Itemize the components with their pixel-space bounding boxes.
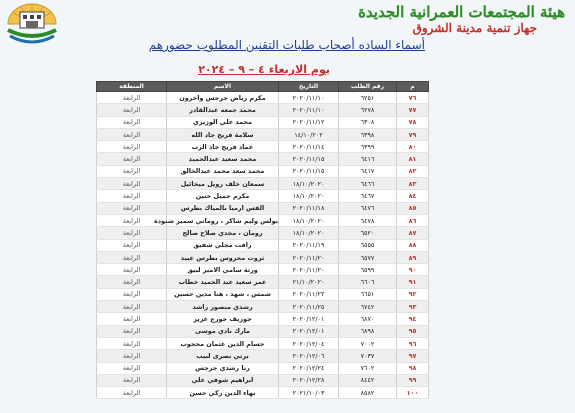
region: الرابعة <box>97 313 167 325</box>
region: الرابعة <box>97 276 167 288</box>
request-date: ٢٠٢٠/١١/٢٠ <box>279 264 339 276</box>
table-body <box>97 92 429 399</box>
request-date: ٢٠٢٠/١١/٢٠ <box>279 251 339 263</box>
row-number: ٩٤ <box>397 313 429 325</box>
row-number: ٧٧ <box>397 104 429 116</box>
region: الرابعة <box>97 141 167 153</box>
request-number: ٦٤٦٧ <box>339 190 397 202</box>
table-row <box>97 128 429 140</box>
request-number: ٦٤٦٦ <box>339 178 397 190</box>
request-date: ٢٠٢٠/١١/١٤ <box>279 141 339 153</box>
authority-logo-icon <box>6 2 58 48</box>
region: الرابعة <box>97 153 167 165</box>
applicants-table <box>96 81 429 399</box>
attendance-day: يوم الاربعاء ٤ – ٩ – ٢٠٢٤ <box>198 63 330 76</box>
column-header-request: رقم الطلب <box>339 82 397 92</box>
region: الرابعة <box>97 325 167 337</box>
request-number: ٦٤٧٨ <box>339 214 397 226</box>
table-row <box>97 153 429 165</box>
row-number: ٧٨ <box>397 116 429 128</box>
region: الرابعة <box>97 362 167 374</box>
request-date: ٢٠٢٠/١٢/٠٦ <box>279 350 339 362</box>
column-header-region: المنطقة <box>97 82 167 92</box>
table-row <box>97 227 429 239</box>
agency-name: جهاز تنمية مدينة الشروق <box>412 21 537 35</box>
applicant-name: القس ارميا بالمياك بطرس <box>167 202 279 214</box>
request-number: ٦٢٧٨ <box>339 104 397 116</box>
row-number: ٨٢ <box>397 165 429 177</box>
request-number: ٦٢٥١ <box>339 92 397 104</box>
applicant-name: مارك نادي موسى <box>167 325 279 337</box>
request-number: ٨٥٨٢ <box>339 387 397 399</box>
request-date: ٢٠٢٠/١٢/٢٨ <box>279 374 339 386</box>
region: الرابعة <box>97 214 167 226</box>
applicant-name: سلامة فريج جاد الله <box>167 128 279 140</box>
row-number: ٩٦ <box>397 337 429 349</box>
region: الرابعة <box>97 227 167 239</box>
region: الرابعة <box>97 337 167 349</box>
region: الرابعة <box>97 92 167 104</box>
table-row <box>97 202 429 214</box>
request-date: ١٨/١٠/٢٠٢٠ <box>279 227 339 239</box>
region: الرابعة <box>97 301 167 313</box>
request-number: ٦٣٠٨ <box>339 116 397 128</box>
request-date: ٢٠٢٠/١١/١٥ <box>279 153 339 165</box>
row-number: ٩١ <box>397 276 429 288</box>
request-number: ٦٥٧٧ <box>339 251 397 263</box>
row-number: ٨٨ <box>397 239 429 251</box>
table-row <box>97 288 429 300</box>
request-number: ٦٥٩٩ <box>339 264 397 276</box>
table-row <box>97 190 429 202</box>
region: الرابعة <box>97 374 167 386</box>
row-number: ٨٠ <box>397 141 429 153</box>
request-date: ٢٠٢٠/١٢/٠١ <box>279 325 339 337</box>
table-row <box>97 239 429 251</box>
region: الرابعة <box>97 128 167 140</box>
request-number: ٦٥٥٥ <box>339 239 397 251</box>
table-row <box>97 313 429 325</box>
request-date: ١٨/١٠/٢٠٢٠ <box>279 178 339 190</box>
request-number: ٦٦٥١ <box>339 288 397 300</box>
request-date: ٢٠٢٠/١١/١٨ <box>279 202 339 214</box>
region: الرابعة <box>97 116 167 128</box>
applicant-name: بهاء الدين زكي حسن <box>167 387 279 399</box>
table-row <box>97 116 429 128</box>
column-header-date: التاريخ <box>279 82 339 92</box>
request-date: ٢٠٢٠/١١/١٢ <box>279 116 339 128</box>
table-row <box>97 104 429 116</box>
applicant-name: محمد جمعه عبدالقادر <box>167 104 279 116</box>
applicant-name: مكرم جميل حنين <box>167 190 279 202</box>
request-number: ٧٦٠٢ <box>339 362 397 374</box>
row-number: ٨٣ <box>397 178 429 190</box>
table-row <box>97 141 429 153</box>
document-title: أسماء الساده أصحاب طلبات التقنين المطلوب حضورهم <box>148 38 425 52</box>
region: الرابعة <box>97 239 167 251</box>
row-number: ٧٩ <box>397 128 429 140</box>
table-row <box>97 337 429 349</box>
request-date: ٢٠٢٠/١٢/٠٤ <box>279 337 339 349</box>
request-number: ٦٣٩٩ <box>339 141 397 153</box>
applicants-table-container <box>96 81 428 399</box>
applicant-name: عمر سعيد عبد الحميد خطاب <box>167 276 279 288</box>
column-header-number: م <box>397 82 429 92</box>
request-date: ١٨/١٠/٢٠٢٠ <box>279 214 339 226</box>
request-number: ٦٦٠٦ <box>339 276 397 288</box>
request-date: ٢٠٢٠/١١/١٠ <box>279 104 339 116</box>
applicant-name: برتي نصرى لبيب <box>167 350 279 362</box>
table-row <box>97 251 429 263</box>
request-date: ٢٠٢٠/١١/١٩ <box>279 239 339 251</box>
region: الرابعة <box>97 350 167 362</box>
row-number: ١٠٠ <box>397 387 429 399</box>
table-row <box>97 264 429 276</box>
region: الرابعة <box>97 288 167 300</box>
region: الرابعة <box>97 202 167 214</box>
region: الرابعة <box>97 178 167 190</box>
request-number: ٦٤٧٦ <box>339 202 397 214</box>
applicant-name: رشدي منصور راشد <box>167 301 279 313</box>
row-number: ٩٧ <box>397 350 429 362</box>
column-header-name: الاسم <box>167 82 279 92</box>
region: الرابعة <box>97 165 167 177</box>
row-number: ٩٢ <box>397 288 429 300</box>
row-number: ٨٤ <box>397 190 429 202</box>
organization-name: هيئة المجتمعات العمرانية الجديدة <box>358 3 565 21</box>
request-number: ٦٤١٦ <box>339 153 397 165</box>
row-number: ٩٠ <box>397 264 429 276</box>
table-row <box>97 325 429 337</box>
region: الرابعة <box>97 104 167 116</box>
request-date: ٢٠٢٠/١١/١٥ <box>279 165 339 177</box>
request-date: ٢٠٢٠/١١/٢٢ <box>279 288 339 300</box>
region: الرابعة <box>97 190 167 202</box>
table-row <box>97 214 429 226</box>
applicant-name: رافت مجلي شفيق <box>167 239 279 251</box>
row-number: ٩٣ <box>397 301 429 313</box>
request-date: ٢٠٢١/١٠/٠٣ <box>279 387 339 399</box>
request-number: ٧٠٠٢ <box>339 337 397 349</box>
request-date: ٢١/١٠/٢٠٢٠ <box>279 276 339 288</box>
applicant-name: عماد فريج جاد الرب <box>167 141 279 153</box>
region: الرابعة <box>97 264 167 276</box>
row-number: ٩٩ <box>397 374 429 386</box>
row-number: ٩٥ <box>397 325 429 337</box>
request-number: ٦٨٩٨ <box>339 325 397 337</box>
request-date: ٢٠٢٠/١٢/٠١ <box>279 313 339 325</box>
table-row <box>97 350 429 362</box>
region: الرابعة <box>97 251 167 263</box>
request-date: ١٨/١٠/٢٠٢٠ <box>279 190 339 202</box>
table-row <box>97 362 429 374</box>
applicant-name: رومان ، مجدي صلاح صالح <box>167 227 279 239</box>
applicant-name: رنا رشدي جرجس <box>167 362 279 374</box>
table-row <box>97 387 429 399</box>
row-number: ٨٥ <box>397 202 429 214</box>
applicant-name: محمد علي الوزيري <box>167 116 279 128</box>
request-number: ٦٨٧٠ <box>339 313 397 325</box>
request-number: ٨٤٤٢ <box>339 374 397 386</box>
table-row <box>97 276 429 288</box>
request-date: ٢٠٢٠/١٢/٢٤ <box>279 362 339 374</box>
applicant-name: مكرم رياض جرجس واخرون <box>167 92 279 104</box>
table-header-row <box>97 82 429 92</box>
table-row <box>97 178 429 190</box>
row-number: ٨١ <box>397 153 429 165</box>
applicant-name: سمعان خلف رويل ميخائيل <box>167 178 279 190</box>
row-number: ٧٦ <box>397 92 429 104</box>
request-date: ٢٠٢٠/١١/١٠ <box>279 92 339 104</box>
row-number: ٨٦ <box>397 214 429 226</box>
applicant-name: محمد سعد محمد عبدالخالق <box>167 165 279 177</box>
request-number: ٦٥٢٠ <box>339 227 397 239</box>
applicant-name: محمد سعيد عبدالحميد <box>167 153 279 165</box>
table-row <box>97 92 429 104</box>
applicant-name: ثروت محروس بطرس عبيد <box>167 251 279 263</box>
row-number: ٩٨ <box>397 362 429 374</box>
table-row <box>97 374 429 386</box>
request-number: ٧٠٣٧ <box>339 350 397 362</box>
applicant-name: جوزيف جورج عزيز <box>167 313 279 325</box>
applicant-name: شمس ، شهد ، هنا مدين حسين <box>167 288 279 300</box>
applicant-name: بولس وليم شاكر ، روماني سمير شنودة <box>167 214 279 226</box>
applicant-name: ابراهيم شوقي علي <box>167 374 279 386</box>
table-row <box>97 301 429 313</box>
request-number: ٦٣٩٨ <box>339 128 397 140</box>
request-number: ٦٧٤٢ <box>339 301 397 313</box>
row-number: ٨٧ <box>397 227 429 239</box>
table-row <box>97 165 429 177</box>
applicant-name: ورثة سامي الامير لبيق <box>167 264 279 276</box>
request-number: ٦٤١٧ <box>339 165 397 177</box>
request-date: ١٤/١٠/٢٠٢ <box>279 128 339 140</box>
applicant-name: حسام الدين عثمان محجوب <box>167 337 279 349</box>
request-date: ٢٠٢٠/١١/٢٥ <box>279 301 339 313</box>
row-number: ٨٩ <box>397 251 429 263</box>
region: الرابعة <box>97 387 167 399</box>
